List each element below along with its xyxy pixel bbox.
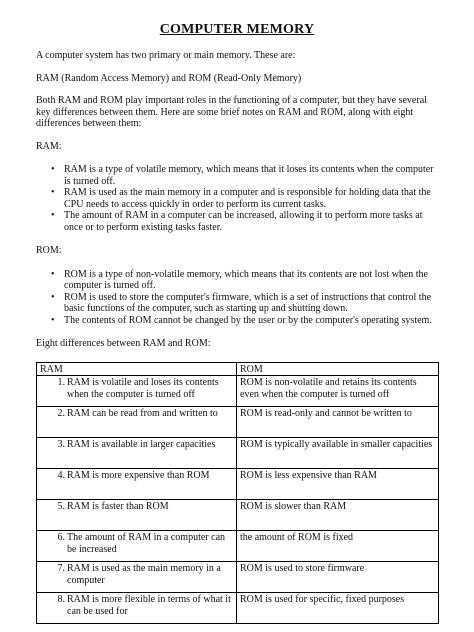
rom-cell: ROM is typically available in smaller capacities <box>237 438 439 469</box>
ram-text: RAM is more expensive than ROM <box>67 470 210 481</box>
row-number: 5. <box>57 501 65 512</box>
ram-cell <box>37 562 237 593</box>
row-number: 2. <box>57 408 65 419</box>
differences-table <box>36 362 439 625</box>
ram-cell <box>37 469 237 500</box>
ram-text: RAM can be read from and written to <box>67 408 218 419</box>
differences-heading: Eight differences between RAM and ROM: <box>36 338 211 349</box>
list-item: • The amount of RAM in a computer can be increased, allowing it to perform more tasks at once or to perform existing tasks faster. <box>64 210 438 233</box>
ram-text: RAM is available in larger capacities <box>67 439 216 450</box>
rom-cell: ROM is slower than RAM <box>237 500 439 531</box>
row-number: 3. <box>57 439 65 450</box>
ram-text: RAM is volatile and loses its contents when the computer is turned off <box>67 377 219 400</box>
table-row <box>37 531 439 562</box>
rom-cell: ROM is read-only and cannot be written to <box>237 407 439 438</box>
rom-heading: ROM: <box>36 245 62 256</box>
rom-cell: ROM is less expensive than RAM <box>237 469 439 500</box>
list-item: • ROM is a type of non-volatile memory, which means that its contents are not lost when the computer is turned off. <box>64 269 438 292</box>
ram-text: The amount of RAM in a computer can be increased <box>67 532 226 555</box>
column-header-ram: RAM <box>37 362 237 376</box>
rom-bullet-list <box>36 269 438 327</box>
row-number: 1. <box>57 377 65 388</box>
table-row <box>37 407 439 438</box>
row-number: 6. <box>57 532 65 543</box>
ram-cell <box>37 531 237 562</box>
rom-cell: ROM is used to store firmware <box>237 562 439 593</box>
intro-paragraph: RAM (Random Access Memory) and ROM (Read-Only Memory) <box>36 72 302 84</box>
table-row <box>37 562 439 593</box>
table-row <box>37 438 439 469</box>
intro-paragraph: Both RAM and ROM play important roles in the functioning of a computer, but they have several key differences between them. Here are some brief notes on RAM and ROM, along with eight differences between them: <box>36 95 427 129</box>
intro-paragraph: A computer system has two primary or main memory. These are: <box>36 50 296 61</box>
column-header-rom: ROM <box>237 362 439 376</box>
ram-bullet-list <box>36 164 438 233</box>
ram-text: RAM is used as the main memory in a computer <box>67 563 221 586</box>
table-row <box>37 500 439 531</box>
table-header-row <box>37 362 439 376</box>
row-number: 4. <box>57 470 65 481</box>
table-row <box>37 469 439 500</box>
list-item: • RAM is a type of volatile memory, which means that it loses its contents when the computer is turned off. <box>64 164 438 187</box>
ram-text: RAM is more flexible in terms of what it can be used for <box>67 594 231 617</box>
list-item: • ROM is used to store the computer's firmware, which is a set of instructions that control the basic functions of the computer, such as starting up and shutting down. <box>64 292 438 315</box>
ram-heading: RAM: <box>36 140 62 152</box>
ram-cell <box>37 438 237 469</box>
rom-cell: ROM is used for specific, fixed purposes <box>237 593 439 624</box>
page-title: COMPUTER MEMORY <box>159 22 315 37</box>
table-row <box>37 376 439 407</box>
ram-cell <box>37 500 237 531</box>
rom-cell: the amount of ROM is fixed <box>237 531 439 562</box>
list-item: • The contents of ROM cannot be changed by the user or by the computer's operating system. <box>64 315 438 327</box>
ram-cell <box>37 407 237 438</box>
list-item: • RAM is used as the main memory in a computer and is responsible for holding data that the CPU needs to access quickly in order to perform its current tasks. <box>64 187 438 210</box>
ram-cell <box>37 376 237 407</box>
table-row <box>37 593 439 624</box>
row-number: 8. <box>57 594 65 605</box>
rom-cell: ROM is non-volatile and retains its contents even when the computer is turned off <box>237 376 439 407</box>
ram-cell <box>37 593 237 624</box>
ram-text: RAM is faster than ROM <box>67 501 169 512</box>
row-number: 7. <box>57 563 65 574</box>
